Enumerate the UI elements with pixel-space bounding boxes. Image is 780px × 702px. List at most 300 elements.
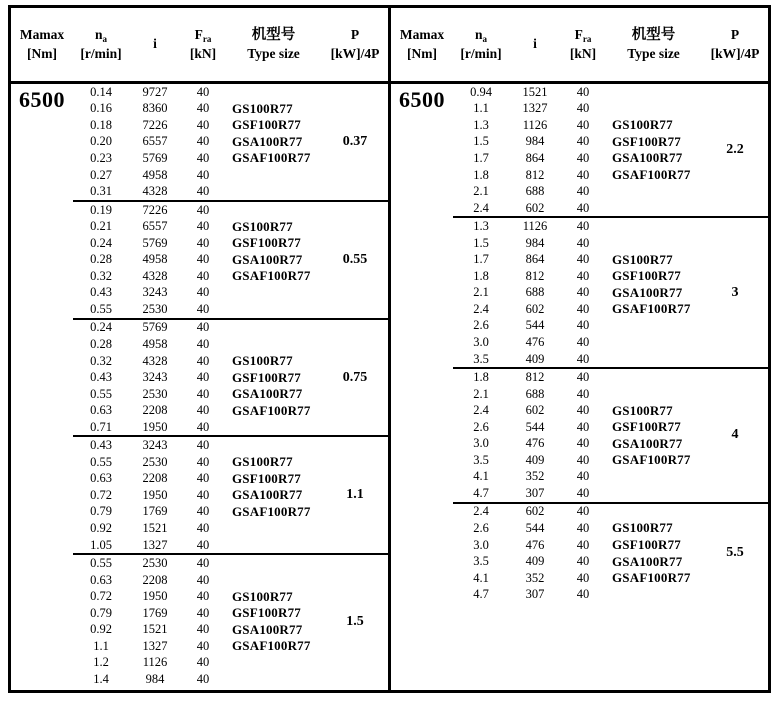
na-cell: 0.79 [90,504,112,519]
na-cell: 0.94 [470,84,492,99]
i-cell: 812 [525,370,545,385]
fra-cell: 40 [196,454,210,469]
na-cell: 4.7 [473,587,489,602]
header-i-symbol: i [533,36,537,52]
fra-cell: 40 [196,487,210,502]
fra-cell: 40 [576,452,590,467]
mamax-value: 6500 [19,87,65,112]
na-cell: 0.32 [90,268,112,283]
table-row [73,202,322,219]
header-power-unit: [kW]/4P [710,45,760,61]
na-cell: 0.32 [90,353,112,368]
type-cell: GSA100R77 [612,435,683,451]
header-mamax [391,26,453,62]
group-rows [453,218,702,367]
type-cell: GSAF100R77 [232,402,311,418]
na-cell: 0.79 [90,605,112,620]
na-cell: 0.28 [90,336,112,351]
table-row [73,218,322,235]
group-rows [453,84,702,216]
header-type [225,26,322,64]
na-cell: 0.21 [90,219,112,234]
i-cell: 812 [525,268,545,283]
na-cell: 0.28 [90,252,112,267]
header-power [322,26,388,62]
fra-cell: 40 [196,150,210,165]
type-cell: GSF100R77 [232,470,301,486]
table-row [73,84,322,101]
i-cell: 1521 [522,84,548,99]
i-cell: 5769 [142,235,168,250]
i-cell: 476 [525,436,545,451]
type-cell: GS100R77 [232,454,293,470]
fra-cell: 40 [196,419,210,434]
spec-group [453,502,768,603]
na-cell: 0.16 [90,101,112,116]
i-cell: 4958 [142,252,168,267]
type-cell: GSF100R77 [232,235,301,251]
table-row [453,101,702,118]
type-cell: GSF100R77 [612,537,681,553]
table-row [453,251,702,268]
fra-cell: 40 [196,471,210,486]
header-type-cn: 机型号 [631,26,676,43]
na-cell: 0.92 [90,622,112,637]
fra-cell: 40 [196,556,210,571]
i-cell: 4328 [142,353,168,368]
na-cell: 2.1 [473,184,489,199]
na-cell: 0.92 [90,520,112,535]
mamax-column [11,84,73,690]
header-type-en: Type size [247,46,300,62]
i-cell: 2208 [142,403,168,418]
i-cell: 307 [525,587,545,602]
i-cell: 1327 [142,537,168,552]
table-row [453,570,702,587]
table-row [73,268,322,285]
i-cell: 1126 [522,219,548,234]
fra-cell: 40 [196,219,210,234]
table-row [73,369,322,386]
na-cell: 0.18 [90,117,112,132]
table-half-right [391,8,768,690]
fra-cell: 40 [576,520,590,535]
table-row [73,588,322,605]
header-fra [561,26,605,63]
type-cell: GS100R77 [232,100,293,116]
i-cell: 812 [525,167,545,182]
group-rows [73,320,322,436]
na-cell: 0.55 [90,454,112,469]
na-cell: 1.5 [473,235,489,250]
i-cell: 7226 [142,202,168,217]
header-type [605,26,702,64]
fra-cell: 40 [196,202,210,217]
i-cell: 476 [525,334,545,349]
spec-group [453,367,768,501]
fra-cell: 40 [576,134,590,149]
i-cell: 1769 [142,605,168,620]
fra-cell: 40 [576,386,590,401]
na-cell: 0.31 [90,184,112,199]
na-cell: 0.63 [90,403,112,418]
fra-cell: 40 [196,655,210,670]
na-cell: 1.1 [473,101,489,116]
header-na-unit: [r/min] [80,45,122,61]
na-cell: 4.7 [473,485,489,500]
i-cell: 602 [525,403,545,418]
table-row [453,183,702,200]
header-mamax-unit: [Nm] [407,45,437,61]
table-body-right [391,84,768,690]
type-cell: GSA100R77 [612,150,683,166]
table-row [453,485,702,502]
fra-cell: 40 [196,438,210,453]
table-row [73,537,322,554]
na-cell: 0.63 [90,572,112,587]
table-row [73,402,322,419]
table-row [453,520,702,537]
fra-cell: 40 [576,570,590,585]
table-row [73,454,322,471]
na-cell: 1.2 [93,655,109,670]
table-row [73,655,322,672]
fra-cell: 40 [576,318,590,333]
na-cell: 2.6 [473,419,489,434]
fra-cell: 40 [576,504,590,519]
table-row [73,150,322,167]
i-cell: 984 [525,235,545,250]
na-cell: 0.43 [90,285,112,300]
fra-cell: 40 [576,537,590,552]
header-na-symbol: $n_a$ [474,26,487,44]
i-cell: 1769 [142,504,168,519]
group-rows [73,555,322,687]
na-cell: 3.5 [473,452,489,467]
na-cell: 2.1 [473,285,489,300]
i-cell: 602 [525,504,545,519]
fra-cell: 40 [576,370,590,385]
header-row [11,8,388,84]
table-row [73,437,322,454]
fra-cell: 40 [576,554,590,569]
table-row [453,586,702,603]
header-power-unit: [kW]/4P [330,45,380,61]
header-i [129,35,181,53]
i-cell: 1950 [142,589,168,604]
na-cell: 2.4 [473,200,489,215]
table-row [73,117,322,134]
power-value: 0.37 [342,133,368,149]
header-fra [181,26,225,63]
fra-cell: 40 [576,200,590,215]
fra-cell: 40 [576,252,590,267]
fra-cell: 40 [196,336,210,351]
fra-cell: 40 [196,589,210,604]
header-row [391,8,768,84]
fra-cell: 40 [196,370,210,385]
spec-group [73,435,388,553]
na-cell: 0.23 [90,150,112,165]
table-row [73,251,322,268]
fra-cell: 40 [196,537,210,552]
header-na [73,26,129,63]
na-cell: 3.0 [473,537,489,552]
na-cell: 0.55 [90,386,112,401]
table-row [73,167,322,184]
type-cell: GS100R77 [232,353,293,369]
i-cell: 1327 [142,638,168,653]
table-row [453,402,702,419]
type-cell: GSAF100R77 [232,503,311,519]
table-row [73,235,322,252]
i-cell: 6557 [142,219,168,234]
table-row [73,520,322,537]
header-type-en: Type size [627,46,680,62]
fra-cell: 40 [196,268,210,283]
fra-cell: 40 [576,150,590,165]
table-row [73,671,322,688]
type-cell: GSF100R77 [612,133,681,149]
table-row [453,167,702,184]
table-row [73,605,322,622]
i-cell: 2208 [142,572,168,587]
table-row [453,150,702,167]
i-cell: 409 [525,452,545,467]
table-row [73,504,322,521]
spec-group [73,318,388,436]
na-cell: 0.19 [90,202,112,217]
i-cell: 2530 [142,386,168,401]
fra-cell: 40 [576,469,590,484]
na-cell: 1.1 [93,638,109,653]
fra-cell: 40 [196,184,210,199]
fra-cell: 40 [576,219,590,234]
table-row [453,537,702,554]
na-cell: 3.5 [473,554,489,569]
na-cell: 0.20 [90,134,112,149]
type-cell: GSAF100R77 [612,167,691,182]
fra-cell: 40 [576,587,590,602]
table-row [73,336,322,353]
fra-cell: 40 [196,605,210,620]
header-fra-unit: [kN] [189,45,217,61]
i-cell: 5769 [142,320,168,335]
na-cell: 3.5 [473,351,489,366]
i-cell: 352 [525,469,545,484]
table-row [453,452,702,469]
na-cell: 0.43 [90,370,112,385]
i-cell: 8360 [142,101,168,116]
type-cell: GSF100R77 [612,419,681,435]
table-row [453,553,702,570]
table-row [453,117,702,134]
header-mamax-unit: [Nm] [27,45,57,61]
fra-cell: 40 [196,134,210,149]
type-cell: GS100R77 [612,402,673,418]
type-cell: GSA100R77 [232,487,303,503]
fra-cell: 40 [576,419,590,434]
i-cell: 2208 [142,471,168,486]
table-row [453,318,702,335]
table-row [453,84,702,101]
i-cell: 5769 [142,150,168,165]
na-cell: 2.6 [473,520,489,535]
fra-cell: 40 [196,235,210,250]
type-cell: GSAF100R77 [232,638,311,654]
fra-cell: 40 [196,167,210,182]
table-row [73,638,322,655]
i-cell: 476 [525,537,545,552]
na-cell: 0.55 [90,556,112,571]
i-cell: 544 [525,318,545,333]
i-cell: 4328 [142,184,168,199]
table-row [453,334,702,351]
na-cell: 1.5 [473,134,489,149]
fra-cell: 40 [196,403,210,418]
i-cell: 7226 [142,117,168,132]
fra-cell: 40 [196,117,210,132]
type-cell: GSAF100R77 [612,301,691,317]
fra-cell: 40 [576,351,590,366]
na-cell: 0.55 [90,301,112,316]
na-cell: 1.3 [473,219,489,234]
fra-cell: 40 [196,285,210,300]
fra-cell: 40 [576,268,590,283]
table-row [453,235,702,252]
fra-cell: 40 [576,436,590,451]
i-cell: 4958 [142,167,168,182]
i-cell: 1126 [142,655,168,670]
header-fra-unit: [kN] [569,45,597,61]
mamax-value: 6500 [399,87,445,112]
i-cell: 688 [525,184,545,199]
na-cell: 1.7 [473,252,489,267]
header-power-symbol: P [350,27,360,43]
fra-cell: 40 [196,320,210,335]
i-cell: 9727 [142,84,168,99]
header-na [453,26,509,63]
table-row [453,351,702,368]
type-cell: GSA100R77 [232,133,303,149]
fra-cell: 40 [196,638,210,653]
i-cell: 307 [525,485,545,500]
header-mamax-symbol: Mamax [19,27,65,43]
i-cell: 3243 [142,285,168,300]
type-cell: GS100R77 [612,117,673,133]
header-na-symbol: $n_a$ [94,26,107,44]
spec-group [73,84,388,200]
i-cell: 544 [525,419,545,434]
type-cell: GSAF100R77 [232,150,311,166]
fra-cell: 40 [196,622,210,637]
table-row [73,353,322,370]
groups-right [453,84,768,690]
group-rows [453,369,702,501]
table-row [453,285,702,302]
i-cell: 1950 [142,487,168,502]
table-row [453,419,702,436]
group-rows [73,202,322,318]
i-cell: 1521 [142,520,168,535]
header-fra-symbol: $F_{ra}$ [194,26,212,44]
header-i-symbol: i [153,36,157,52]
na-cell: 0.71 [90,419,112,434]
type-cell: GSF100R77 [232,117,301,133]
na-cell: 0.27 [90,167,112,182]
spec-group [73,200,388,318]
mamax-column [391,84,453,690]
na-cell: 2.6 [473,318,489,333]
fra-cell: 40 [196,353,210,368]
i-cell: 409 [525,554,545,569]
power-value: 3 [731,284,739,300]
fra-cell: 40 [196,520,210,535]
type-cell: GSF100R77 [232,605,301,621]
type-cell: GS100R77 [232,218,293,234]
table-row [73,419,322,436]
fra-cell: 40 [196,386,210,401]
na-cell: 4.1 [473,570,489,585]
i-cell: 864 [525,252,545,267]
na-cell: 1.8 [473,370,489,385]
fra-cell: 40 [576,101,590,116]
i-cell: 864 [525,150,545,165]
fra-cell: 40 [576,485,590,500]
na-cell: 0.63 [90,471,112,486]
type-cell: GSA100R77 [612,284,683,300]
i-cell: 4328 [142,268,168,283]
fra-cell: 40 [576,403,590,418]
na-cell: 1.7 [473,150,489,165]
na-cell: 0.72 [90,589,112,604]
table-row [73,572,322,589]
header-mamax-symbol: Mamax [399,27,445,43]
header-mamax [11,26,73,62]
fra-cell: 40 [576,167,590,182]
fra-cell: 40 [576,184,590,199]
fra-cell: 40 [576,117,590,132]
type-cell: GSA100R77 [232,621,303,637]
i-cell: 352 [525,570,545,585]
i-cell: 602 [525,301,545,316]
power-value: 5.5 [726,545,744,561]
table-row [73,301,322,318]
table-row [453,268,702,285]
i-cell: 602 [525,200,545,215]
group-rows [453,504,702,603]
na-cell: 2.1 [473,386,489,401]
header-power-symbol: P [730,27,740,43]
i-cell: 2530 [142,301,168,316]
na-cell: 0.14 [90,84,112,99]
i-cell: 984 [525,134,545,149]
table-row [73,285,322,302]
spec-group [453,84,768,216]
i-cell: 984 [145,671,165,686]
na-cell: 1.8 [473,167,489,182]
i-cell: 6557 [142,134,168,149]
na-cell: 2.4 [473,403,489,418]
type-cell: GSA100R77 [232,251,303,267]
na-cell: 1.8 [473,268,489,283]
table-row [453,504,702,521]
na-cell: 0.43 [90,438,112,453]
fra-cell: 40 [196,101,210,116]
header-i [509,35,561,53]
na-cell: 2.4 [473,504,489,519]
na-cell: 0.24 [90,235,112,250]
